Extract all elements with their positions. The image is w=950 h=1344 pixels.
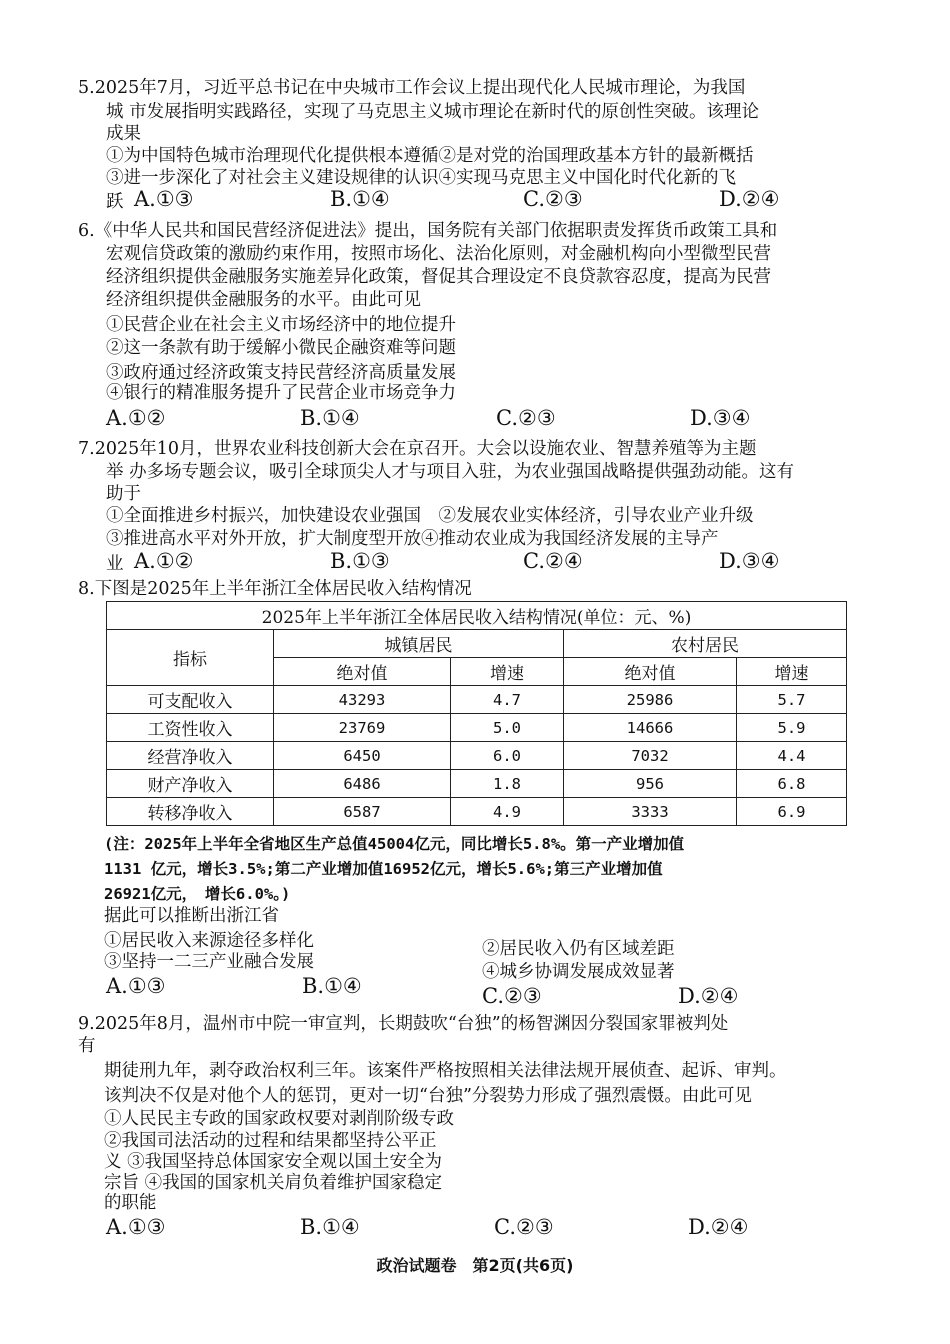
q7-statement-line-1: ①全面推进乡村振兴，加快建设农业强国 ②发展农业实体经济，引导农业产业升级	[106, 506, 754, 526]
q5-option-b: B.①④	[330, 187, 390, 211]
q5-statement-line-1: ①为中国特色城市治理现代化提供根本遵循②是对党的治国理政基本方针的最新概括	[106, 146, 754, 166]
q6-option-c: C.②③	[496, 406, 556, 430]
row-name: 经营净收入	[107, 742, 274, 770]
q6-statement-3: ③政府通过经济政策支持民营经济高质量发展	[106, 363, 456, 383]
q9-stem-line-3: 期徒刑九年，剥夺政治权利三年。该案件严格按照相关法律法规开展侦查、起诉、审判。	[104, 1061, 787, 1081]
q6-stem-line-4: 经济组织提供金融服务的水平。由此可见	[106, 290, 421, 310]
q9-option-d: D.②④	[688, 1215, 749, 1239]
q9-statement-4: 宗旨 ④我国的国家机关肩负着维护国家稳定	[104, 1173, 443, 1193]
q7-statement-line-2: ③推进高水平对外开放，扩大制度型开放④推动农业成为我国经济发展的主导产	[106, 529, 719, 549]
urban-growth: 1.8	[451, 770, 564, 798]
q7-statement-line-3: 业	[106, 554, 124, 574]
q9-option-c: C.②③	[494, 1215, 554, 1239]
rural-growth: 5.7	[737, 686, 847, 714]
q9-statement-2: ②我国司法活动的过程和结果都坚持公平正	[104, 1131, 437, 1151]
q5-statement-line-2: ③进一步深化了对社会主义建设规律的认识④实现马克思主义中国化时代化新的飞	[106, 168, 736, 188]
q5-option-d: D.②④	[719, 187, 780, 211]
rural-growth: 4.4	[737, 742, 847, 770]
q8-option-b: B.①④	[302, 974, 362, 998]
q8-lead: 据此可以推断出浙江省	[104, 906, 279, 926]
rural-growth: 6.9	[737, 798, 847, 826]
q6-option-b: B.①④	[300, 406, 360, 430]
table-header-rural: 农村居民	[564, 630, 847, 658]
q9-statement-1: ①人民民主专政的国家政权要对剥削阶级专政	[104, 1109, 454, 1129]
q8-statement-2: ②居民收入仍有区域差距	[482, 939, 675, 959]
q6-statement-1: ①民营企业在社会主义市场经济中的地位提升	[106, 315, 456, 335]
q9-stem-line-4: 该判决不仅是对他个人的惩罚，更对一切“台独”分裂势力形成了强烈震慑。由此可见	[104, 1086, 752, 1106]
table-title: 2025年上半年浙江全体居民收入结构情况(单位：元、%)	[107, 602, 847, 630]
table-header-urban: 城镇居民	[274, 630, 564, 658]
q9-option-b: B.①④	[300, 1215, 360, 1239]
rural-abs: 25986	[564, 686, 737, 714]
q8-option-a: A.①③	[106, 974, 166, 998]
urban-abs: 6450	[274, 742, 451, 770]
row-name: 转移净收入	[107, 798, 274, 826]
q8-note-line-2: 1131 亿元，增长3.5%;第二产业增加值16952亿元，增长5.6%;第三产业增加值	[104, 860, 663, 878]
q7-option-b: B.①③	[330, 549, 390, 573]
page-footer: 政治试题卷 第2页(共6页)	[376, 1256, 574, 1275]
rural-growth: 6.8	[737, 770, 847, 798]
q8-statement-3: ③坚持一二三产业融合发展	[104, 952, 314, 972]
q9-stem-line-1: 9.2025年8月，温州市中院一审宣判，长期鼓吹“台独”的杨智渊因分裂国家罪被判处	[78, 1014, 729, 1034]
q6-option-a: A.①②	[106, 406, 166, 430]
table-row	[107, 770, 847, 798]
q5-stem-line-1: 5.2025年7月，习近平总书记在中央城市工作会议上提出现代化人民城市理论，为我国	[78, 78, 746, 98]
rural-abs: 956	[564, 770, 737, 798]
q5-option-c: C.②③	[523, 187, 583, 211]
q5-statement-line-3: 跃	[106, 192, 124, 212]
q9-option-a: A.①③	[106, 1215, 166, 1239]
q5-stem-line-3: 成果	[106, 124, 141, 144]
q6-stem-line-3: 经济组织提供金融服务实施差异化政策，督促其合理设定不良贷款容忍度，提高为民营	[106, 267, 771, 287]
q6-statement-4: ④银行的精准服务提升了民营企业市场竞争力	[106, 383, 456, 403]
urban-growth: 4.7	[451, 686, 564, 714]
q8-option-d: D.②④	[678, 984, 739, 1008]
q9-statement-3: 义 ③我国坚持总体国家安全观以国土安全为	[104, 1152, 443, 1172]
table-header-urban-abs: 绝对值	[274, 658, 451, 686]
urban-abs: 6587	[274, 798, 451, 826]
q8-note-line-1: (注：2025年上半年全省地区生产总值45004亿元，同比增长5.8%。第一产业增加值	[104, 835, 685, 853]
q7-stem-line-3: 助于	[106, 484, 141, 504]
q5-option-a: A.①③	[134, 187, 194, 211]
q9-statement-5: 的职能	[104, 1193, 157, 1213]
table-header-indicator: 指标	[107, 630, 274, 686]
table-header-urban-growth: 增速	[451, 658, 564, 686]
table-row	[107, 742, 847, 770]
q7-option-c: C.②④	[523, 549, 583, 573]
urban-growth: 6.0	[451, 742, 564, 770]
row-name: 可支配收入	[107, 686, 274, 714]
q8-statement-1: ①居民收入来源途径多样化	[104, 931, 314, 951]
q5-stem-line-2: 城 市发展指明实践路径，实现了马克思主义城市理论在新时代的原创性突破。该理论	[106, 102, 760, 122]
row-name: 工资性收入	[107, 714, 274, 742]
urban-growth: 5.0	[451, 714, 564, 742]
urban-growth: 4.9	[451, 798, 564, 826]
income-structure-table	[106, 601, 847, 826]
urban-abs: 6486	[274, 770, 451, 798]
q9-stem-line-2: 有	[78, 1036, 96, 1056]
table-header-rural-abs: 绝对值	[564, 658, 737, 686]
q7-stem-line-2: 举 办多场专题会议，吸引全球顶尖人才与项目入驻，为农业强国战略提供强劲动能。这有	[106, 462, 795, 482]
urban-abs: 43293	[274, 686, 451, 714]
q8-option-c: C.②③	[482, 984, 542, 1008]
q8-statement-4: ④城乡协调发展成效显著	[482, 962, 675, 982]
urban-abs: 23769	[274, 714, 451, 742]
q7-option-a: A.①②	[134, 549, 194, 573]
q7-stem-line-1: 7.2025年10月，世界农业科技创新大会在京召开。大会以设施农业、智慧养殖等为主题	[78, 439, 757, 459]
q8-intro: 8.下图是2025年上半年浙江全体居民收入结构情况	[78, 579, 472, 599]
q7-option-d: D.③④	[719, 549, 780, 573]
q6-stem-line-1: 6.《中华人民共和国民营经济促进法》提出，国务院有关部门依据职责发挥货币政策工具和	[78, 221, 778, 241]
table-header-rural-growth: 增速	[737, 658, 847, 686]
rural-abs: 7032	[564, 742, 737, 770]
rural-abs: 3333	[564, 798, 737, 826]
table-row	[107, 798, 847, 826]
q6-option-d: D.③④	[690, 406, 751, 430]
rural-abs: 14666	[564, 714, 737, 742]
rural-growth: 5.9	[737, 714, 847, 742]
q6-statement-2: ②这一条款有助于缓解小微民企融资难等问题	[106, 338, 456, 358]
table-row	[107, 686, 847, 714]
row-name: 财产净收入	[107, 770, 274, 798]
q6-stem-line-2: 宏观信贷政策的激励约束作用，按照市场化、法治化原则，对金融机构向小型微型民营	[106, 244, 771, 264]
q8-note-line-3: 26921亿元， 增长6.0%。)	[104, 885, 291, 903]
table-row	[107, 714, 847, 742]
